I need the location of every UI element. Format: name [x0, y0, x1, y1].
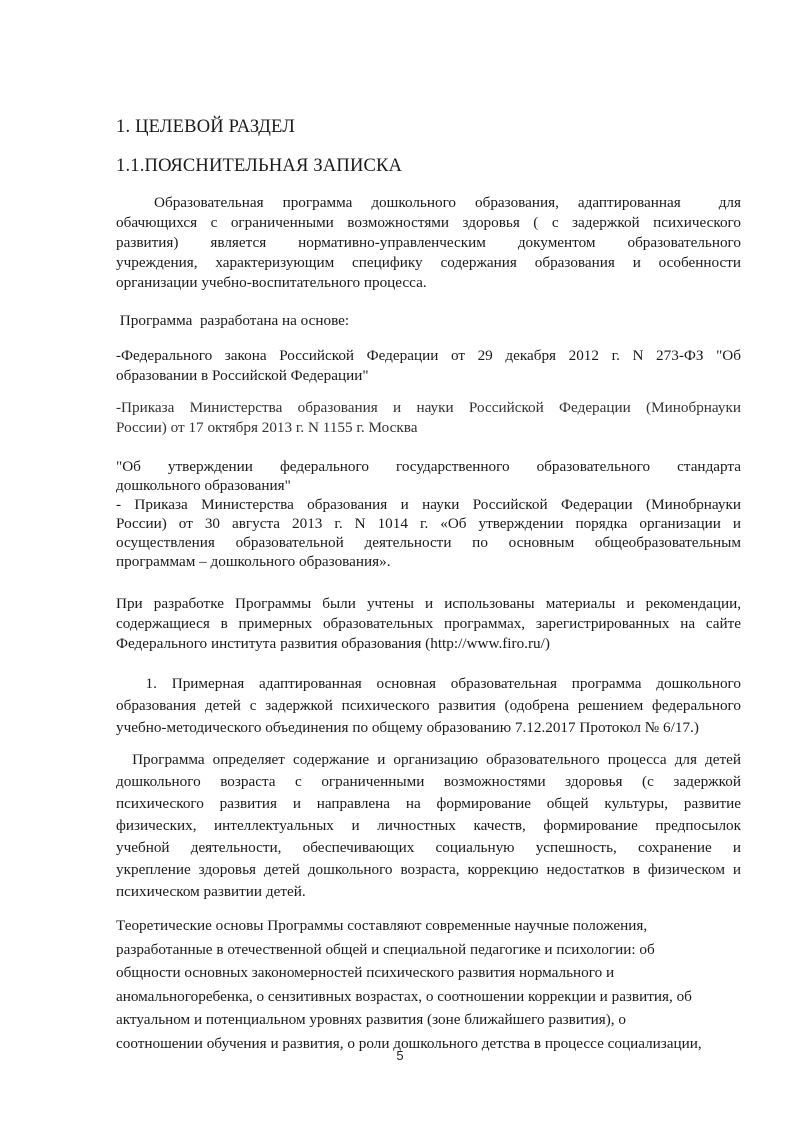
basis-label [116, 311, 741, 331]
example-program-line: 1. Примерная адаптированная основная образовательная программа дошкольного [116, 675, 741, 692]
example-program-line: учебно-методического объединения по общему образованию 7.12.2017 Протокол № 6/17.) [116, 719, 699, 736]
program-content-line: дошкольного возраста с ограниченными возможностями здоровья (с задержкой [116, 773, 741, 790]
intro-line: Образовательная программа дошкольного образования, адаптированная для [116, 194, 741, 211]
program-content-line: психического развития и направлена на формирование общей культуры, развитие [116, 795, 741, 812]
example-program-paragraph [116, 673, 741, 739]
program-content-line: Программа определяет содержание и организацию образовательного процесса для детей [116, 751, 741, 768]
theory-line: соотношении обучения и развития, о роли дошкольного детства в процессе социализации, [116, 1034, 702, 1052]
subsection-heading: 1.1.ПОЯСНИТЕЛЬНАЯ ЗАПИСКА [116, 156, 403, 176]
theory-paragraph [116, 914, 741, 1055]
section-heading: 1. ЦЕЛЕВОЙ РАЗДЕЛ [116, 117, 296, 137]
program-content-line: психическом развитии детей. [116, 883, 306, 900]
theory-line: Теоретические основы Программы составляют современные научные положения, [116, 917, 648, 934]
development-note-line: содержащиеся в примерных образовательных программах, зарегистрированных на сайте [116, 615, 741, 632]
standard-line: "Об утверждении федерального государственного образовательного стандарта [116, 458, 741, 475]
program-content-paragraph [116, 749, 741, 903]
intro-paragraph [116, 193, 741, 293]
intro-line: обачющихся с ограниченными возможностями здоровья ( с задержкой психического [116, 214, 741, 231]
development-note-line: При разработке Программы были учтены и использованы материалы и рекомендации, [116, 595, 741, 612]
theory-line: разработанные в отечественной общей и специальной педагогике и психологии: об [116, 940, 655, 958]
program-content-line: учебной деятельности, обеспечивающих социальную успешность, сохранение и [116, 839, 741, 856]
program-content-line: укрепление здоровья детей дошкольного возраста, коррекцию недостатков в физическом и [116, 861, 741, 878]
development-note-line: Федерального института развития образования (http://www.firo.ru/) [116, 635, 550, 652]
federal-law-paragraph [116, 346, 741, 386]
intro-line: развития) является нормативно-управленческим документом образовательного [116, 234, 741, 251]
development-note-paragraph [116, 594, 741, 654]
basis-label-text: Программа разработана на основе: [116, 312, 350, 329]
order-1014-line: осуществления образовательной деятельности по основным общеобразовательным [116, 534, 741, 551]
order-1155-line: -Приказа Министерства образования и науки Российской Федерации (Минобрнауки [116, 399, 741, 416]
standard-order-paragraph [116, 457, 741, 571]
federal-law-line: -Федерального закона Российской Федерации от 29 декабря 2012 г. N 273-ФЗ "Об [116, 347, 741, 364]
program-content-line: физических, интеллектуальных и личностных качеств, формирование предпосылок [116, 817, 741, 834]
page-number: 5 [396, 1048, 404, 1063]
example-program-line: образования детей с задержкой психического развития (одобрена решением федерального [116, 697, 741, 714]
theory-line: общности основных закономерностей психического развития нормального и [116, 964, 615, 981]
order-1155-paragraph [116, 398, 741, 438]
intro-line: организации учебно-воспитательного процесса. [116, 274, 427, 291]
order-1014-line: России) от 30 августа 2013 г. N 1014 г. «Об утверждении порядка организации и [116, 515, 741, 532]
intro-line: учреждения, характеризующим специфику содержания образования и особенности [116, 254, 741, 271]
order-1014-line: - Приказа Министерства образования и науки Российской Федерации (Минобрнауки [116, 496, 741, 513]
federal-law-line: образовании в Российской Федерации" [116, 367, 369, 384]
order-1014-line: программам – дошкольного образования». [116, 553, 391, 570]
order-1155-line: России) от 17 октября 2013 г. N 1155 г. Москва [116, 419, 418, 436]
theory-line: аномальногоребенка, о сензитивных возрастах, о соотношении коррекции и развития, об [116, 987, 692, 1005]
theory-line: актуальном и потенциальном уровнях развития (зоне ближайшего развития), о [116, 1011, 626, 1028]
standard-line: дошкольного образования" [116, 477, 291, 494]
